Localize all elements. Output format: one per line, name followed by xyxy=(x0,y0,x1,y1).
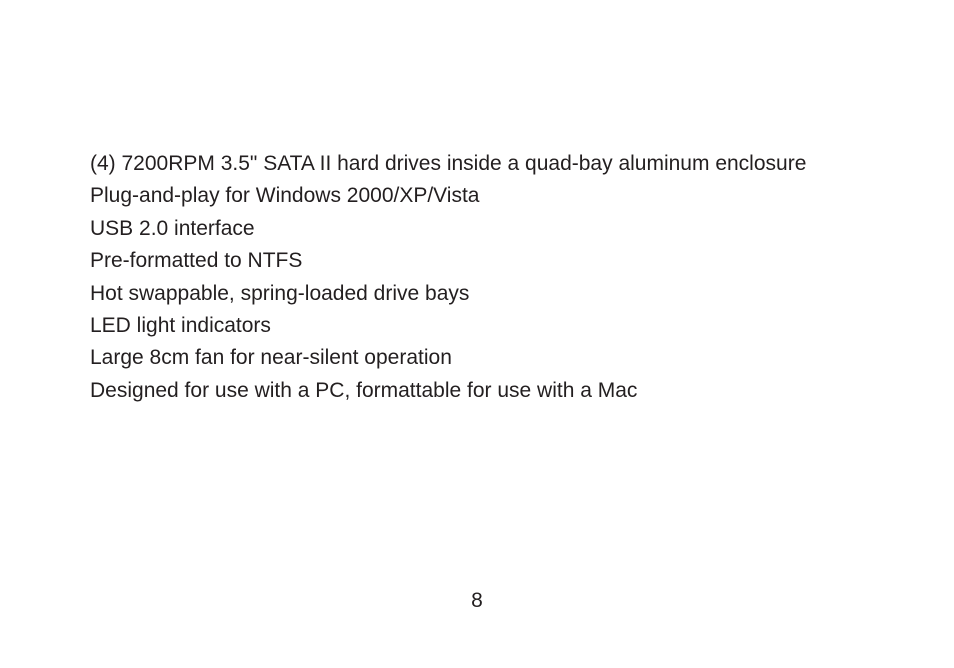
feature-item: LED light indicators xyxy=(90,314,271,338)
page-number: 8 xyxy=(471,589,483,612)
feature-item: Plug-and-play for Windows 2000/XP/Vista xyxy=(90,184,480,208)
feature-item: Pre-formatted to NTFS xyxy=(90,249,303,273)
feature-item: Hot swappable, spring-loaded drive bays xyxy=(90,281,470,305)
feature-item: (4) 7200RPM 3.5" SATA II hard drives inside a quad-bay aluminum enclosure xyxy=(90,152,807,175)
feature-item: Large 8cm fan for near-silent operation xyxy=(90,346,452,370)
feature-item: Designed for use with a PC, formattable for use with a Mac xyxy=(90,378,638,402)
feature-list xyxy=(90,148,806,407)
feature-item: USB 2.0 interface xyxy=(90,216,255,240)
